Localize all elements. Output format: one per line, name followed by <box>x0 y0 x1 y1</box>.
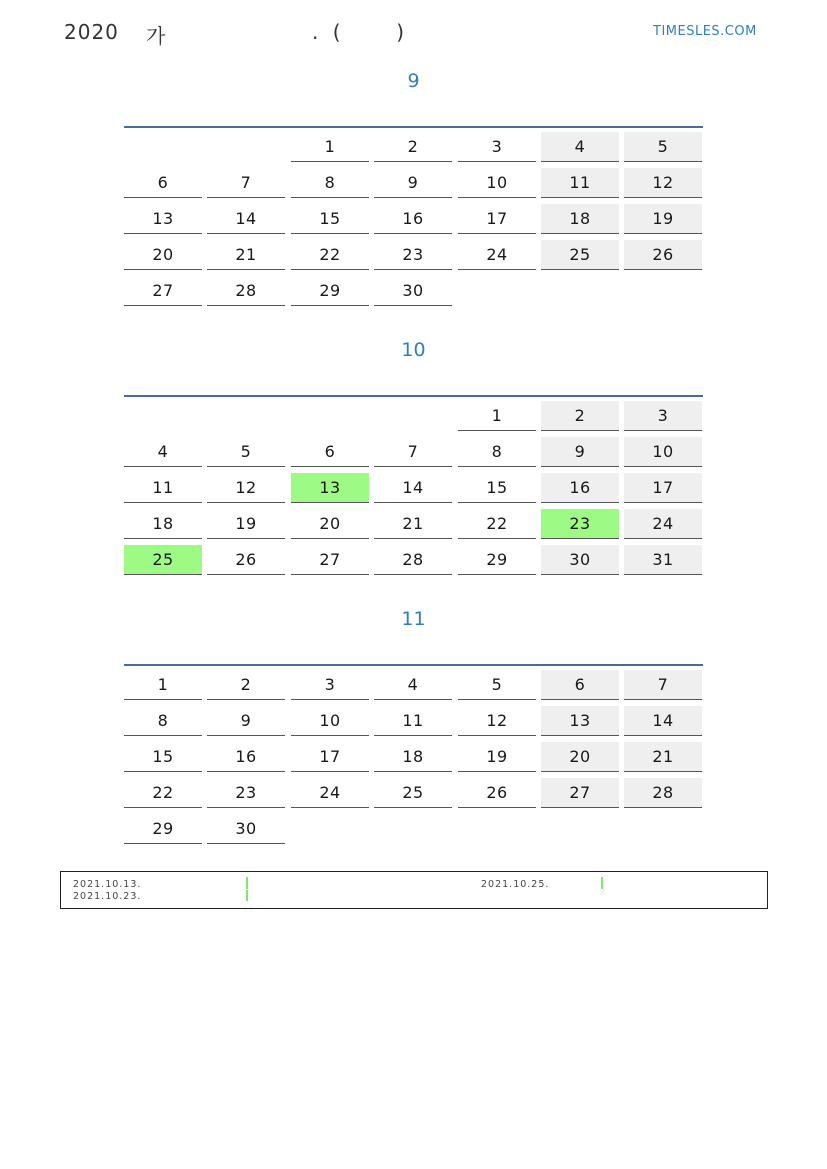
day-cell: 14 <box>624 706 702 736</box>
day-cell: 1 <box>124 670 202 700</box>
day-cell: 9 <box>374 168 452 198</box>
day-cell: 12 <box>624 168 702 198</box>
day-cell: 30 <box>207 814 285 844</box>
day-cell: 23 <box>374 240 452 270</box>
month-block-october <box>124 339 703 594</box>
month-title: 9 <box>407 70 420 92</box>
day-cell: 19 <box>624 204 702 234</box>
highlighted-day-cell: 13 <box>291 473 369 503</box>
day-cell: 29 <box>124 814 202 844</box>
day-cell: 3 <box>624 401 702 431</box>
day-cell: 22 <box>291 240 369 270</box>
day-cell: 10 <box>458 168 536 198</box>
notes-box <box>60 871 768 909</box>
day-cell: 26 <box>207 545 285 575</box>
day-cell: 19 <box>207 509 285 539</box>
note-date: 2021.10.13. <box>73 879 142 890</box>
day-cell: 29 <box>291 276 369 306</box>
day-cell: 1 <box>458 401 536 431</box>
day-cell: 28 <box>207 276 285 306</box>
day-cell: 30 <box>374 276 452 306</box>
day-cell: 22 <box>124 778 202 808</box>
day-cell: 25 <box>541 240 619 270</box>
header-paren-text: . ( ) <box>312 20 409 44</box>
site-link[interactable]: TIMESLES.COM <box>653 24 757 39</box>
highlighted-day-cell: 25 <box>124 545 202 575</box>
day-cell: 7 <box>624 670 702 700</box>
day-cell: 8 <box>291 168 369 198</box>
day-cell: 26 <box>458 778 536 808</box>
day-cell: 8 <box>458 437 536 467</box>
day-cell: 3 <box>458 132 536 162</box>
day-cell: 5 <box>207 437 285 467</box>
day-cell: 22 <box>458 509 536 539</box>
day-cell: 9 <box>541 437 619 467</box>
day-cell: 20 <box>291 509 369 539</box>
day-cell: 16 <box>207 742 285 772</box>
day-cell: 15 <box>458 473 536 503</box>
day-cell: 21 <box>374 509 452 539</box>
day-cell: 21 <box>624 742 702 772</box>
day-cell: 5 <box>458 670 536 700</box>
header-title-char: 가 <box>146 24 166 48</box>
month-block-september <box>124 70 703 325</box>
day-cell: 16 <box>541 473 619 503</box>
day-cell: 5 <box>624 132 702 162</box>
day-cell: 17 <box>624 473 702 503</box>
day-cell: 9 <box>207 706 285 736</box>
day-cell: 11 <box>124 473 202 503</box>
note-marker <box>246 890 248 901</box>
day-cell: 14 <box>207 204 285 234</box>
day-cell: 21 <box>207 240 285 270</box>
day-cell: 2 <box>541 401 619 431</box>
day-cell: 18 <box>124 509 202 539</box>
note-date: 2021.10.23. <box>73 891 142 902</box>
note-marker <box>246 877 248 889</box>
header-year: 2020 <box>64 20 119 44</box>
day-cell: 6 <box>124 168 202 198</box>
day-cell: 25 <box>374 778 452 808</box>
day-cell: 2 <box>374 132 452 162</box>
day-cell: 27 <box>541 778 619 808</box>
day-cell: 28 <box>624 778 702 808</box>
day-cell: 27 <box>124 276 202 306</box>
day-cell: 16 <box>374 204 452 234</box>
day-cell: 20 <box>124 240 202 270</box>
day-cell: 4 <box>124 437 202 467</box>
day-cell: 11 <box>374 706 452 736</box>
day-cell: 13 <box>124 204 202 234</box>
day-cell: 4 <box>374 670 452 700</box>
day-cell: 15 <box>291 204 369 234</box>
day-cell: 8 <box>124 706 202 736</box>
day-cell: 20 <box>541 742 619 772</box>
day-cell: 29 <box>458 545 536 575</box>
day-cell: 3 <box>291 670 369 700</box>
day-cell: 24 <box>458 240 536 270</box>
day-cell: 7 <box>374 437 452 467</box>
day-cell: 15 <box>124 742 202 772</box>
note-date: 2021.10.25. <box>481 879 550 890</box>
day-cell: 2 <box>207 670 285 700</box>
day-cell: 28 <box>374 545 452 575</box>
day-cell: 11 <box>541 168 619 198</box>
month-rule <box>124 664 703 666</box>
day-cell: 10 <box>291 706 369 736</box>
month-rule <box>124 395 703 397</box>
day-cell: 13 <box>541 706 619 736</box>
day-cell: 27 <box>291 545 369 575</box>
month-block-november <box>124 608 703 863</box>
day-cell: 10 <box>624 437 702 467</box>
month-title: 11 <box>401 608 426 630</box>
note-marker <box>601 877 603 889</box>
day-cell: 19 <box>458 742 536 772</box>
day-cell: 23 <box>207 778 285 808</box>
month-rule <box>124 126 703 128</box>
day-cell: 17 <box>291 742 369 772</box>
day-cell: 24 <box>624 509 702 539</box>
day-cell: 12 <box>458 706 536 736</box>
day-cell: 17 <box>458 204 536 234</box>
day-cell: 1 <box>291 132 369 162</box>
day-cell: 31 <box>624 545 702 575</box>
day-cell: 24 <box>291 778 369 808</box>
day-cell: 26 <box>624 240 702 270</box>
day-cell: 6 <box>541 670 619 700</box>
day-cell: 4 <box>541 132 619 162</box>
day-cell: 18 <box>374 742 452 772</box>
day-cell: 12 <box>207 473 285 503</box>
page-header <box>0 0 827 60</box>
day-cell: 7 <box>207 168 285 198</box>
highlighted-day-cell: 23 <box>541 509 619 539</box>
day-cell: 18 <box>541 204 619 234</box>
day-cell: 6 <box>291 437 369 467</box>
day-cell: 30 <box>541 545 619 575</box>
day-cell: 14 <box>374 473 452 503</box>
month-title: 10 <box>401 339 426 361</box>
